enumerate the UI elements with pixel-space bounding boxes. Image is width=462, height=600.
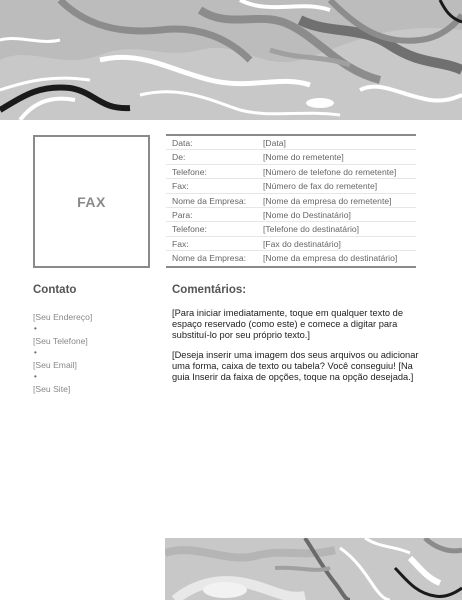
info-value[interactable]: [Número de telefone do remetente] bbox=[263, 166, 397, 177]
info-value[interactable]: [Nome do Destinatário] bbox=[263, 209, 351, 220]
comments-paragraph[interactable]: [Para iniciar imediatamente, toque em qualquer texto de espaço reservado (como este) e comece a digitar para substituí-lo por seu próprio texto.] bbox=[172, 308, 404, 341]
info-row-sender-company bbox=[166, 194, 416, 208]
contact-address[interactable]: [Seu Endereço] bbox=[33, 312, 93, 322]
header-marble-banner bbox=[0, 0, 462, 120]
info-label: Nome da Empresa: bbox=[172, 253, 247, 264]
fax-info-table bbox=[166, 134, 416, 268]
marble-pattern-bottom bbox=[165, 538, 462, 600]
info-row-recipient-phone bbox=[166, 222, 416, 236]
info-row-date bbox=[166, 136, 416, 150]
comments-paragraph[interactable]: [Deseja inserir uma imagem dos seus arquivos ou adicionar uma forma, caixa de texto ou tabela? Você conseguiu! [Na guia Inserir da faixa de opções, toque na opção desejada.] bbox=[172, 349, 419, 383]
info-row-sender-fax bbox=[166, 179, 416, 193]
info-row-to bbox=[166, 208, 416, 222]
info-row-recipient-fax bbox=[166, 237, 416, 251]
contact-heading: Contato bbox=[33, 284, 77, 296]
contact-separator: • bbox=[34, 372, 37, 381]
contact-website[interactable]: [Seu Site] bbox=[33, 384, 71, 394]
info-value[interactable]: [Telefone do destinatário] bbox=[263, 224, 360, 235]
info-value[interactable]: [Número de fax do remetente] bbox=[263, 181, 378, 192]
comments-heading: Comentários: bbox=[172, 284, 247, 296]
contact-list bbox=[33, 311, 153, 395]
info-value[interactable]: [Nome do remetente] bbox=[263, 152, 344, 163]
fax-logo-box bbox=[33, 135, 150, 268]
info-value[interactable]: [Nome da empresa do destinatário] bbox=[263, 253, 398, 264]
info-value[interactable]: [Data] bbox=[263, 138, 286, 148]
contact-email[interactable]: [Seu Email] bbox=[33, 360, 77, 370]
info-label: Nome da Empresa: bbox=[172, 195, 247, 206]
info-label: Telefone: bbox=[172, 166, 207, 177]
marble-pattern-top bbox=[0, 0, 462, 120]
info-value[interactable]: [Fax do destinatário] bbox=[263, 238, 341, 249]
info-label: Para: bbox=[172, 209, 193, 220]
info-label: Telefone: bbox=[172, 224, 207, 235]
comments-body bbox=[172, 308, 428, 391]
fax-title: FAX bbox=[77, 193, 106, 210]
info-label: De: bbox=[172, 152, 186, 163]
contact-phone[interactable]: [Seu Telefone] bbox=[33, 336, 88, 346]
contact-separator: • bbox=[34, 348, 37, 357]
info-row-from bbox=[166, 150, 416, 164]
contact-separator: • bbox=[34, 324, 37, 333]
info-value[interactable]: [Nome da empresa do remetente] bbox=[263, 195, 392, 206]
info-label: Data: bbox=[172, 138, 193, 148]
info-label: Fax: bbox=[172, 181, 189, 192]
footer-marble-art bbox=[165, 538, 462, 600]
info-row-recipient-company bbox=[166, 251, 416, 265]
info-row-sender-phone bbox=[166, 165, 416, 179]
info-label: Fax: bbox=[172, 238, 189, 249]
